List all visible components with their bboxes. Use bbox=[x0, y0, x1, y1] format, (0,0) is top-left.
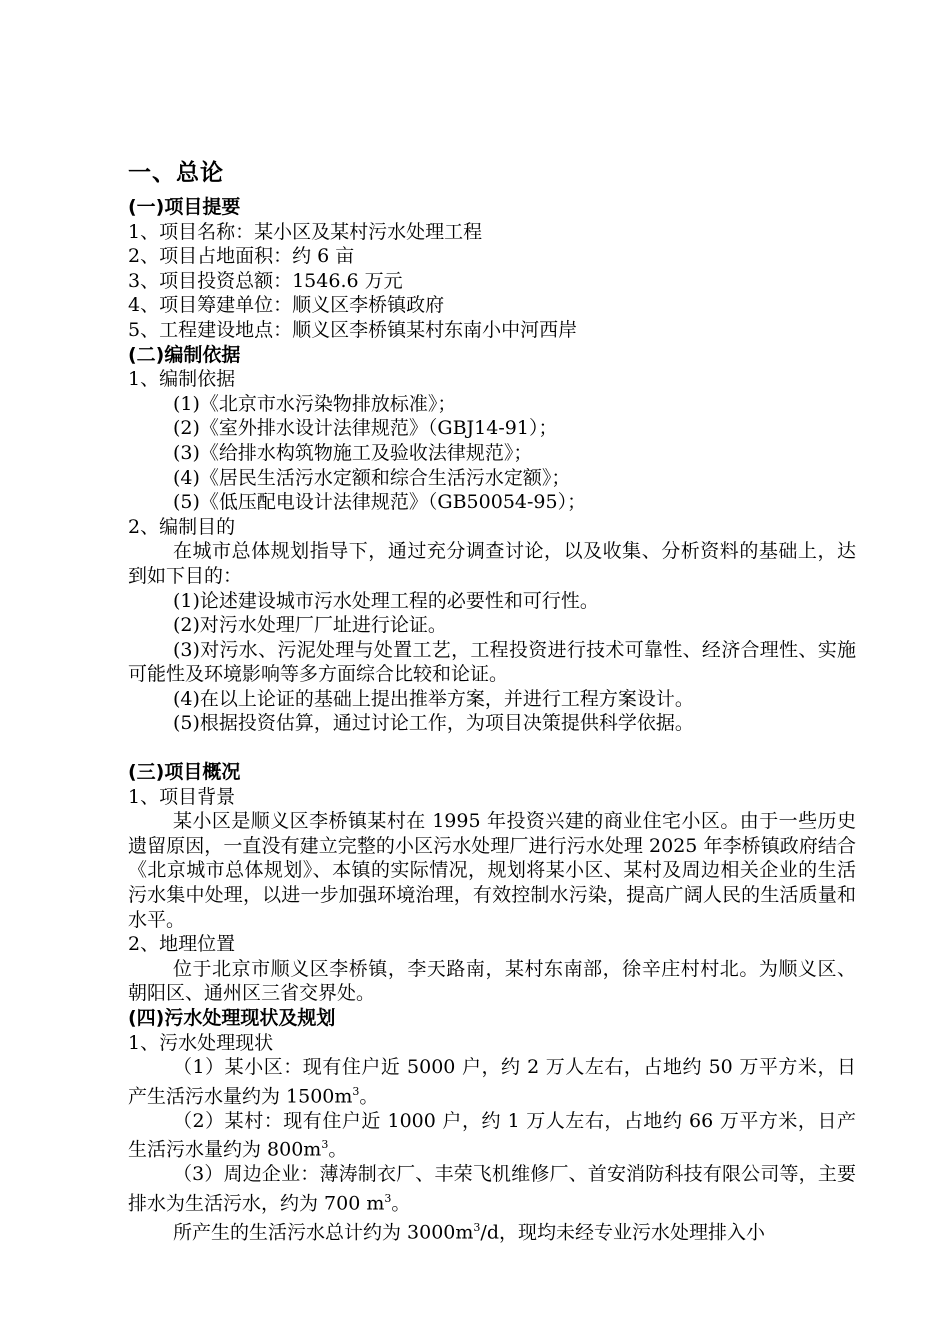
purpose-item: (2)对污水处理厂厂址进行论证。 bbox=[173, 614, 447, 637]
unit-superscript: 3 bbox=[473, 1220, 481, 1234]
total-text-end: /d，现均未经专业污水处理排入小 bbox=[480, 1221, 765, 1244]
project-item: 2、项目占地面积：约 6 亩 bbox=[128, 245, 355, 268]
document-body bbox=[128, 195, 856, 1245]
status-paragraph bbox=[128, 1055, 856, 1109]
project-item: 1、项目名称：某小区及某村污水处理工程 bbox=[128, 220, 483, 243]
status-paragraph bbox=[128, 1109, 856, 1163]
status-end: 。 bbox=[391, 1192, 411, 1215]
subheading: 1、污水处理现状 bbox=[128, 1031, 274, 1054]
status-text: （1）某小区：现有住户近 5000 户，约 2 万人左右，占地约 50 万平方米，日产生活污水量约为 1500m bbox=[128, 1056, 856, 1108]
unit-superscript: 3 bbox=[384, 1191, 392, 1205]
unit-superscript: 3 bbox=[352, 1084, 360, 1098]
status-text: （2）某村：现有住户近 1000 户，约 1 万人左右，占地约 66 万平方米，日产生活污水量约为 800m bbox=[128, 1109, 856, 1161]
location-paragraph: 位于北京市顺义区李桥镇，李天路南，某村东南部，徐辛庄村村北。为顺义区、朝阳区、通州区三省交界处。 bbox=[128, 957, 856, 1005]
unit-superscript: 3 bbox=[321, 1138, 329, 1152]
total-paragraph bbox=[128, 1216, 856, 1245]
purpose-intro: 在城市总体规划指导下，通过充分调查讨论，以及收集、分析资料的基础上，达到如下目的： bbox=[128, 540, 856, 587]
blank-line bbox=[128, 736, 856, 760]
basis-item: (4)《居民生活污水定额和综合生活污水定额》； bbox=[173, 466, 571, 489]
section-heading-3: (三)项目概况 bbox=[128, 761, 241, 784]
subheading: 1、项目背景 bbox=[128, 785, 236, 808]
subheading: 2、编制目的 bbox=[128, 515, 236, 538]
background-paragraph: 某小区是顺义区李桥镇某村在 1995 年投资兴建的商业住宅小区。由于一些历史遗留原因，一直没有建立完整的小区污水处理厂进行污水处理 2025 年李桥镇政府结合《北京城市总体规划》、本镇的实际情况，规划将某小区、某村及周边相关企业的生活污水集中处理，以进一步加强环境治理，有效控制水污染，提高广阔人民的生活质量和水平。 bbox=[128, 810, 856, 931]
purpose-item: (1)论述建设城市污水处理工程的必要性和可行性。 bbox=[173, 589, 599, 612]
basis-item: (1)《北京市水污染物排放标准》； bbox=[173, 392, 457, 415]
status-text: （3）周边企业：薄涛制衣厂、丰荣飞机维修厂、首安消防科技有限公司等，主要排水为生活污水，约为 700 m bbox=[128, 1163, 856, 1215]
section-heading-1: (一)项目提要 bbox=[128, 196, 241, 218]
document-title: 一、总论 bbox=[128, 160, 224, 186]
project-item: 4、项目筹建单位：顺义区李桥镇政府 bbox=[128, 294, 445, 317]
purpose-item: (3)对污水、污泥处理与处置工艺，工程投资进行技术可靠性、经济合理性、实施可能性及环境影响等多方面综合比较和论证。 bbox=[128, 638, 856, 686]
purpose-item: (4)在以上论证的基础上提出推举方案，并进行工程方案设计。 bbox=[173, 687, 694, 710]
subheading: 2、地理位置 bbox=[128, 933, 236, 956]
section-heading-4: (四)污水处理现状及规划 bbox=[128, 1007, 336, 1029]
basis-item: (3)《给排水构筑物施工及验收法律规范》； bbox=[173, 441, 533, 464]
project-item: 3、项目投资总额：1546.6 万元 bbox=[128, 269, 403, 292]
total-text: 所产生的生活污水总计约为 3000m bbox=[173, 1221, 474, 1244]
subheading: 1、编制依据 bbox=[128, 368, 236, 391]
section-heading-2: (二)编制依据 bbox=[128, 343, 241, 366]
project-item: 5、工程建设地点：顺义区李桥镇某村东南小中河西岸 bbox=[128, 318, 578, 341]
status-end: 。 bbox=[328, 1138, 348, 1161]
status-paragraph bbox=[128, 1162, 856, 1216]
status-end: 。 bbox=[359, 1085, 379, 1108]
purpose-item: (5)根据投资估算，通过讨论工作，为项目决策提供科学依据。 bbox=[173, 712, 694, 735]
basis-item: (5)《低压配电设计法律规范》（GB50054-95）； bbox=[173, 491, 587, 514]
basis-item: (2)《室外排水设计法律规范》（GBJ14-91）； bbox=[173, 417, 558, 440]
